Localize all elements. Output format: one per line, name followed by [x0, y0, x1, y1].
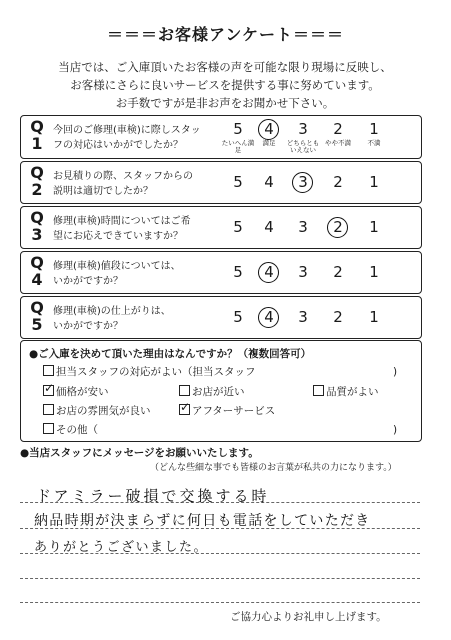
question-number [27, 118, 47, 152]
reason-atmosphere[interactable] [43, 404, 151, 418]
question-text-line: お見積りの際、スタッフからの [53, 171, 193, 182]
answer-circle [258, 262, 279, 283]
reason-price[interactable] [43, 381, 109, 399]
answer-circle [327, 217, 348, 238]
answer-circle [258, 307, 279, 328]
question-text [53, 169, 193, 199]
checkbox-other[interactable] [43, 423, 54, 434]
question-box [20, 206, 422, 249]
intro-line: お手数ですが是非お声をお聞かせ下さい。 [115, 96, 335, 110]
checkbox-after[interactable] [179, 400, 191, 415]
question-number [27, 299, 47, 333]
rating-option-3[interactable]: 3 [298, 263, 308, 281]
message-note: （どんな些細な事でも皆様のお言葉が私共の力になります。） [150, 463, 397, 473]
handwritten-line[interactable]: 納品時期が決まらずに何日も電話をしていただき [34, 513, 371, 529]
reason-near[interactable] [179, 385, 245, 399]
question-text-line: 修理(車検)時間についてはご希 [53, 216, 191, 227]
reasons-heading: ●ご入庫を決めて頂いた理由はなんですか？（複数回答可） [29, 348, 312, 360]
rating-option-1[interactable]: 1 [369, 263, 379, 281]
question-text-line: 修理(車検)の仕上がりは、 [53, 306, 171, 317]
rating-option-4[interactable]: 4 [264, 308, 274, 326]
rating-option-3[interactable]: 3 [298, 120, 308, 138]
reason-after-label: アフターサービス [192, 405, 276, 417]
question-letter: Q [30, 208, 44, 227]
intro-line: 当店では、ご入庫頂いたお客様の声を可能な限り現場に反映し、 [58, 60, 392, 74]
question-text [53, 214, 191, 244]
reason-other[interactable] [43, 423, 98, 437]
reason-near-label: お店が近い [192, 386, 245, 398]
reason-quality-label: 品質がよい [326, 386, 379, 398]
answer-circle [292, 172, 313, 193]
checkbox-price[interactable] [43, 381, 55, 396]
rating-option-5[interactable]: 5 [233, 173, 243, 191]
reason-staff-paren: ) [393, 366, 398, 378]
question-digit: 5 [31, 315, 43, 334]
question-text-line: 望にお応えできていますか？ [53, 231, 183, 242]
footer-thanks: ご協力心よりお礼申し上げます。 [230, 611, 387, 623]
reason-other-paren: ) [393, 424, 398, 436]
rating-label-1: 不満 [367, 139, 381, 147]
question-digit: 2 [31, 180, 43, 199]
rating-option-4[interactable]: 4 [264, 218, 274, 236]
rating-option-2[interactable]: 2 [333, 120, 343, 138]
question-box [20, 296, 422, 339]
rating-label-2: やや不満 [325, 139, 351, 147]
checkbox-staff[interactable] [43, 365, 54, 376]
rating-option-4[interactable]: 4 [264, 173, 274, 191]
question-text [53, 304, 171, 334]
question-text-line: フの対応はいかがでしたか？ [53, 140, 183, 151]
question-letter: Q [30, 117, 44, 136]
rating-label-3: どちらともいえない [286, 139, 320, 154]
rating-option-5[interactable]: 5 [233, 263, 243, 281]
rating-option-1[interactable]: 1 [369, 173, 379, 191]
question-number [27, 164, 47, 198]
rating-option-1[interactable]: 1 [369, 308, 379, 326]
reason-after[interactable] [179, 400, 276, 418]
question-text-line: いかがですか？ [53, 276, 123, 287]
rating-option-2[interactable]: 2 [333, 218, 343, 236]
question-letter: Q [30, 298, 44, 317]
message-line [20, 578, 420, 579]
question-number [27, 254, 47, 288]
rating-option-1[interactable]: 1 [369, 218, 379, 236]
question-box [20, 161, 422, 204]
handwritten-line[interactable]: ドアミラー破損で交換する時 [36, 487, 270, 505]
check-mark-icon: ✓ [180, 400, 191, 414]
question-letter: Q [30, 163, 44, 182]
check-mark-icon: ✓ [44, 381, 55, 395]
rating-option-2[interactable]: 2 [333, 263, 343, 281]
question-text-line: 今回のご修理(車検)に際しスタッ [53, 125, 201, 136]
question-text [53, 259, 181, 289]
rating-option-5[interactable]: 5 [233, 308, 243, 326]
rating-label-5: たいへん満足 [221, 139, 255, 154]
rating-option-4[interactable]: 4 [264, 120, 274, 138]
checkbox-near[interactable] [179, 385, 190, 396]
reason-staff-label: 担当スタッフの対応がよい（担当スタッフ [56, 366, 256, 378]
intro-line: お客様にさらに良いサービスを提供する事に努めています。 [70, 78, 380, 92]
handwritten-line[interactable]: ありがとうございました。 [34, 540, 209, 555]
question-digit: 4 [31, 270, 43, 289]
question-text-line: 修理(車検)値段については、 [53, 261, 181, 272]
rating-option-4[interactable]: 4 [264, 263, 274, 281]
intro-text [20, 58, 430, 112]
rating-option-3[interactable]: 3 [298, 173, 308, 191]
question-letter: Q [30, 253, 44, 272]
question-box [20, 251, 422, 294]
question-number [27, 209, 47, 243]
survey-title: ＝＝＝お客様アンケート＝＝＝ [106, 25, 345, 44]
rating-option-5[interactable]: 5 [233, 218, 243, 236]
rating-option-2[interactable]: 2 [333, 308, 343, 326]
checkbox-quality[interactable] [313, 385, 324, 396]
reason-staff[interactable] [43, 365, 256, 379]
question-digit: 1 [31, 134, 43, 153]
reason-quality[interactable] [313, 385, 379, 399]
message-heading: ●当店スタッフにメッセージをお願いいたします。 [20, 447, 259, 459]
rating-label-4: 満足 [262, 139, 276, 147]
reason-other-label: その他（ [56, 424, 98, 436]
reason-price-label: 価格が安い [56, 386, 109, 398]
question-digit: 3 [31, 225, 43, 244]
answer-circle [258, 119, 279, 140]
checkbox-atmosphere[interactable] [43, 404, 54, 415]
reason-atmosphere-label: お店の雰囲気が良い [56, 405, 151, 417]
rating-option-5[interactable]: 5 [233, 120, 243, 138]
message-line [20, 602, 420, 603]
question-text-line: 説明は適切でしたか？ [53, 186, 153, 197]
question-text [53, 123, 201, 153]
rating-option-3[interactable]: 3 [298, 218, 308, 236]
reasons-box [20, 340, 422, 442]
question-box [20, 115, 422, 159]
rating-option-3[interactable]: 3 [298, 308, 308, 326]
rating-option-2[interactable]: 2 [333, 173, 343, 191]
rating-option-1[interactable]: 1 [369, 120, 379, 138]
question-text-line: いかがですか？ [53, 321, 123, 332]
